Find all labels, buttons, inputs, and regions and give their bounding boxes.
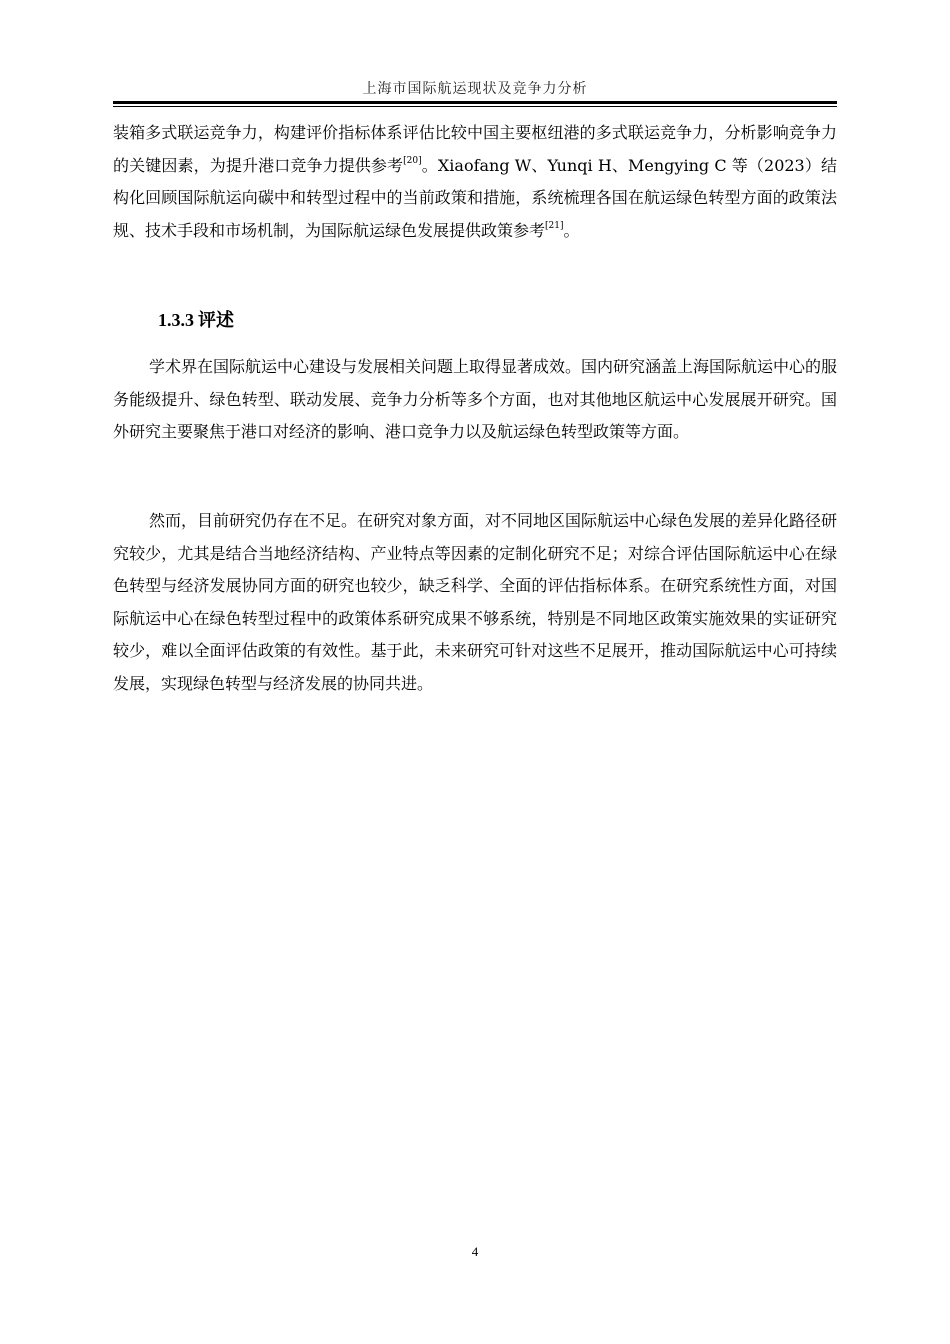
- page-number: 4: [471, 1244, 479, 1259]
- review-paragraph-2: 然而，目前研究仍存在不足。在研究对象方面，对不同地区国际航运中心绿色发展的差异化路径研究较少，尤其是结合当地经济结构、产业特点等因素的定制化研究不足；对综合评估国际航运中心在绿色转型与经济发展协同方面的研究也较少，缺乏科学、全面的评估指标体系。在研究系统性方面，对国际航运中心在绿色转型过程中的政策体系研究成果不够系统，特别是不同地区政策实施效果的实证研究较少，难以全面评估政策的有效性。基于此，未来研究可针对这些不足展开，推动国际航运中心可持续发展，实现绿色转型与经济发展的协同共进。: [113, 511, 838, 693]
- continued-paragraph: [113, 117, 837, 247]
- header-rule-thin: [113, 106, 837, 107]
- citation-20: [20]: [403, 155, 422, 166]
- continued-text-part2: 。Xiaofang W、Yunqi H、Mengying C 等（2023）结构化回顾国际航运向碳中和转型过程中的当前政策和措施，系统梳理各国在航运绿色转型方面的政策法规、技术手段和市场机制，为国际航运绿色发展提供政策参考: [113, 155, 837, 240]
- running-header-title: 上海市国际航运现状及竞争力分析: [362, 81, 588, 97]
- continued-text-part1: 装箱多式联运竞争力，构建评价指标体系评估比较中国主要枢纽港的多式联运竞争力，分析影响竞争力的关键因素，为提升港口竞争力提供参考: [113, 123, 837, 175]
- continued-text-part3: 。: [563, 220, 580, 240]
- review-paragraph-1: 学术界在国际航运中心建设与发展相关问题上取得显著成效。国内研究涵盖上海国际航运中心的服务能级提升、绿色转型、联动发展、竞争力分析等多个方面，也对其他地区航运中心发展展开研究。国外研究主要聚焦于港口对经济的影响、港口竞争力以及航运绿色转型政策等方面。: [113, 357, 838, 442]
- section-heading: [158, 306, 234, 332]
- citation-21: [21]: [545, 220, 564, 231]
- header-rule-thick: [113, 101, 837, 104]
- section-number: 1.3.3: [158, 310, 194, 330]
- section-title: 评述: [198, 310, 234, 330]
